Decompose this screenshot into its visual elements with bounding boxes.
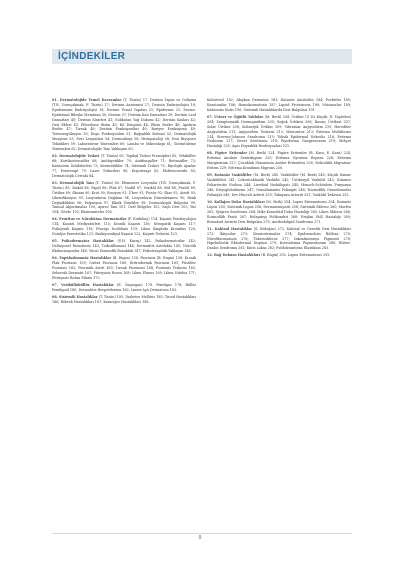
toc-entry: 10. Kollajen Doku Hastalıkları (M. Berk) 254. Lupus Eritematozus 254; Kutanöz Lupus 255; Sistemik Lupus 256; Dermatomiyozit 258; Sistemik Skleroz 260; Morfea 262; Sjögren Sendromu 264; Miks Konnektif Doku Hastalığı 265; Liken Skleroz 266; Eozinofilik Fasiit 267; Relapsing Polikondrit 268; Erişkin Still Hastalığı 269; Romatoid Artritte Deri Bulguları 270; Antifosfolipid Sendromu 271.: [207, 199, 351, 224]
toc-entry: 07. Üriner ve Öğütlü Tablolar (M. Berk) 204. Ürtiker (U Zu Küçük, N. Taşdelen) 204; Semptomatik Dermografizm 205; Soğuk Ürtikeri 206; Basınç Ürtikeri 207; Solar Ürtiker 208; Kolinerjik Ürtiker 209; Vibratuar Anjiyoödem 210; Herediter Anjiyoödem 211; Anjiyoödem Tedavisi 212; Mastositoz 213; Eritema Multiforme 214; Stevens-Johnson Sendromu 215; Toksik Epidermal Nekroliz 216; Eritema Nodozum 217; Sweet Sendromu 218; Piyoderma Gangrenozum 219; Behçet Hastalığı 220; Aşırı Duyarlılık Reaksiyonları 221.: [207, 114, 351, 149]
toc-entry: 08. Sistemik Hastalıklar (T. Tüzün) 185. Diabetes Mellitus 185; Tiroid Hastalıkları 186; Böbrek Hastalıkları 187; Karaciğer Hastalıkları 188.: [52, 294, 196, 304]
toc-entry: 07. Veziküllobüllöz Hastalıklar (E. Özyazgan) 178. Pemfigus 178; Büllöz Pemfigoid 180; Dermatitis Herpetiformis 182; Lineer IgA Dermatozu 183.: [52, 282, 196, 292]
toc-entry: 04. Pruritus ve Nörokütan Dermatozlar (F. Kutlubay) 114. Kaşıntı Patofizyolojisi 114; Kaşıntı Mediyatörleri 115; Kronik Kaşıntı 116; Nöropatik Kaşıntı 117; Psikojenik Kaşıntı 118; Prurigo Nodülaris 119; Liken Simpleks Kronikus 120; Notaljia Parestetika 121; Brakiyoradiyal Kaşıntı 122; Kaşıntı Tedavisi 123.: [52, 217, 196, 237]
toc-entry: 08. Figüre Eritemler (M. Berk) 224. Figüre Eritemler (B. Kara, E. Kara) 224; Eritema Anulare Sentrifugum 225; Eritema Gyratum Repens 226; Eritema Marginatum 227; Çocukluk Döneminin Anüler Eritemleri 228; Nekrolitik Migratuar Eritem 229; Eritema Kronikum Migrans 230.: [207, 151, 351, 171]
toc-entry: 02. Dermatolojide Tedavi (T. Tüzün) 65. Topikal Tedavi Prensipleri 65; Vehiküller 66; Kortikosteroidler 68; Antibiyotikler 70; Antifungaller 71; Retinoidler 72; Kalsinörin İnhibitörleri 73; Keratolitikler 74; Sistemik Tedavi 75; Biyolojik Ajanlar 77; Fototerapi 79; Lazer Tedavileri 80; Kriyoterapi 82; Elektrocerrahi 83; Dermatolojik Cerrahi 84.: [52, 154, 196, 178]
toc-entry: 01. Dermatolojide Temel Kavramlar (T. Tüzün) 17. Derinin Yapısı ve Gelişimi (T.R. Uzunçakmak, F. Tüzün) 17; Derinin Anatomisi 17; Derinin Embriyolojisi 18; Epidermisin Embriyolojisi 18; Derinin Temel Yapıları 21; Epidermis 21; Dermo-Epidermal Bileşke Membran 30; Dermis 37; Derinin Kan Damarları 39; Derinin Lenf Damarları 40; Derinin Sinirleri 41; Subkutan Yağ Dokusu 42; Derinin Kasları 42; Deri Ekleri 43; Pilosebase Birim 43; Kıl Döngüsü 44; Ekrin Bezler 46; Apokrin Bezler 47; Tırnak 48; Derinin Fonksiyonları 49; Bariyer Fonksiyonu 49; Termoregülasyon 50; Duyu Fonksiyonları 51; Bağışıklık Sistemi 52; Dermatolojik Muayene 53; Deri Lezyonları 54; Dermoskopi 56; Histopatoloji 58; Deri Biyopsisi Teknikleri 59; Laboratuvar Yöntemleri 60; Lamba ve Mikroskopi 61; Görüntüleme Yöntemleri 62; Dermatolojide Tanı Yaklaşımı 63.: [52, 98, 196, 152]
toc-entry: 05. Psikodermatoz Hastalıklar (S.H. Karaş) 142. Psikodermatozlar 142; Delüzyonel Parazitozis 143; Trikotillomani 144; Dermatitis Artefakta 145; Nörotik Ekskoriasyonlar 146; Vücut Dismorfik Bozukluk 147; Psikoterapötik Yaklaşım 148.: [52, 239, 196, 254]
footer-divider: [52, 533, 352, 534]
toc-entry: 11. Kalıtsal Hastalıklar (S. Erdoğan) 272. Kalıtsal ve Genetik Deri Hastalıkları 272; İktiyozlar 273; Keratodermalar 274; Epidermolizis Bülloza 275; Nörofibromatozis 276; Tüberoskleroz 277; İnkontinensiya Pigmenti 278; Hipohidrotik Ektodermal Displazi 279; Kseroderma Pigmentozum 280; Ehlers-Danlos Sendromu 281; Kutis Laksa 282; Psödoksantoma Elastikum 283.: [207, 226, 351, 251]
toc-entry: Kolesterol 182; Akışkan Dermatoz 183; Kutanöz Amiloidoz 184; Porfiriler 185; Ksantomlar 186; Hemokromatozis 187; Lipoid Proteinozis 188; Müsinozlar 189; Kalsinozis Kutis 190; Sistemik Hastalıklarda Deri Bulguları 191.: [207, 98, 351, 112]
left-column: [52, 98, 196, 528]
toc-entry: 12. Bağ Dokusu Hastalıkları (B. Engin) 292. Lupus Eritematozus 292.: [207, 253, 331, 258]
page-number: 9: [198, 535, 202, 541]
toc-entry: 03. Dermatolojik Tanı (T. Tüzün) 85. Elementer Lezyonlar (T.R. Uzunçakmak, F. Tüzün) 85; Makül 86; Papül 86; Plak 87; Nodül 87; Vezikül 88; Bül 88; Püstül 89; Ürtiker 89; Skuam 90; Krut 90; Erozyon 91; Ülser 91; Fissür 92; Skar 92; Atrofi 93; Likenifikasyon 93; Lezyonların Dağılımı 94; Lezyonların Düzenlenmesi 95; Renk Değişiklikleri 96; Palpasyon 97; Klinik Örnekler 98; Dermoskopik Bulgular 99; Tanısal Algoritmalar 100; Ayırıcı Tanı 101; Özel Bölgeler 102; Saçlı Deri 103; Yüz 104; Gövde 105; Ekstremiteler 106.: [52, 180, 196, 215]
toc-entry: 09. Kutanöz Vaskülitler (M. Berk) 240. Vaskülitler (M. Berk) 240; Küçük Damar Vaskülitleri 241; Lökositoklastik Vaskülit 242; Ürtikeryal Vaskülit 243; Kutanöz Poliarteritis Nodoza 244; Livedoid Vaskülopati 245; Henoch-Schönlein Purpurası 246; Kriyoglobulinemi 247; Granülomatöz Polianjiit 248; Eozinofilik Granülomatöz Polianjiit 249; Dev Hücreli Arterit 250; Takayasu Arteriti 251; Vaskülit Tedavisi 252.: [207, 173, 351, 197]
page-title: İÇİNDEKİLER: [58, 51, 126, 62]
header-strip: [0, 0, 400, 30]
right-column: [207, 98, 351, 528]
toc-entry: 06. Papüloskuamöz Hastalıklar (B. Engin) 158. Psoriasis (B. Engin) 158; Kronik Plak Psoriasis 159; Guttat Psoriasis 160; Eritrodermik Psoriasis 161; Püstüler Psoriasis 162; Psoriatik Artrit 163; Tırnak Psoriasisi 164; Psoriasis Tedavisi 165; Seboreik Dermatit 167; Pitiriyazis Rozea 168; Liken Planus 169; Liken Nitidus 171; Pitiriyazis Rubra Pilaris 172.: [52, 256, 196, 280]
